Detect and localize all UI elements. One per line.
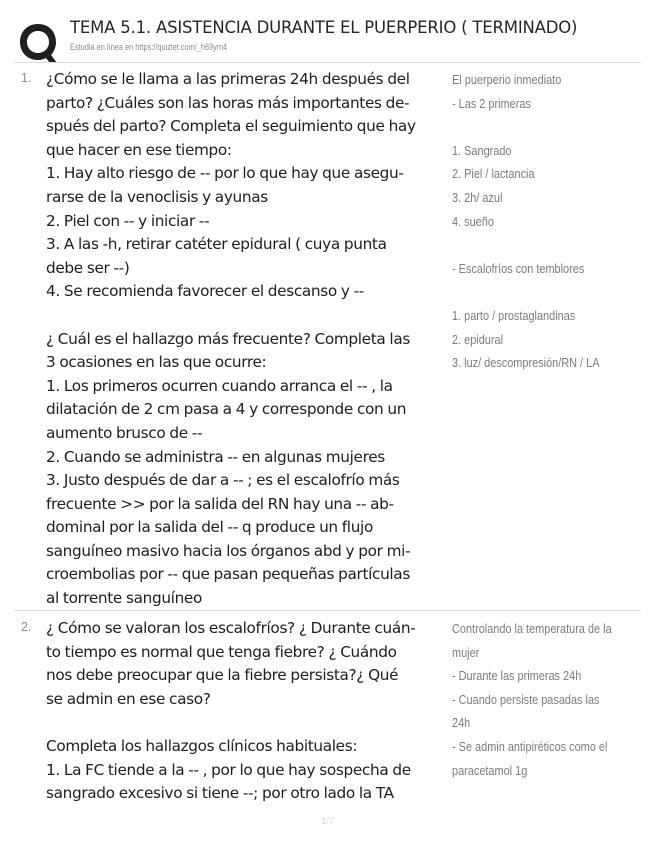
answer-line: - Las 2 primeras — [452, 95, 531, 111]
answer-line: 3. 2h/ azul — [452, 189, 503, 205]
spacer — [452, 115, 642, 139]
answer-line: - Durante las primeras 24h — [452, 668, 582, 684]
answer-line: - Se admin antipiréticos como el — [452, 738, 608, 754]
question-line: ¿ Cuál es el hallazgo más frecuente? Completa las — [46, 329, 410, 348]
question-line: nos debe preocupar que la fiebre persista?¿ Qué — [46, 666, 399, 685]
question-line: aumento brusco de -- — [46, 423, 203, 442]
question-line: spués del parto? Completa el seguimiento que hay — [46, 117, 416, 136]
question-line: to tiempo es normal que tenga fiebre? ¿ Cuándo — [46, 642, 397, 661]
answer-line: 24h — [452, 715, 471, 731]
question-line: rarse de la venoclisis y ayunas — [46, 187, 268, 206]
card-number: 1. — [21, 71, 32, 85]
question-line: sangrado excesivo si tiene --; por otro lado la TA — [46, 784, 394, 803]
card-question — [46, 68, 452, 611]
answer-line: 1. Sangrado — [452, 142, 512, 158]
question-line: sanguíneo masivo hacia los órganos abd y por mi- — [46, 541, 411, 560]
question-line: 3. Justo después de dar a -- ; es el escalofrío más — [46, 471, 400, 490]
question-line: al torrente sanguíneo — [46, 589, 203, 608]
question-line: que hacer en ese tiempo: — [46, 140, 232, 159]
source-link[interactable]: Estudia en línea en https://quizlet.com/_h69ym4 — [70, 42, 228, 52]
question-line: 3. A las -h, retirar catéter epidural ( cuya punta — [46, 235, 387, 254]
card-question — [46, 617, 452, 806]
question-line: ¿Cómo se le llama a las primeras 24h después del — [46, 70, 410, 88]
answer-line: 2. epidural — [452, 331, 504, 347]
answer-line: 2. Piel / lactancia — [452, 166, 535, 182]
answer-line: El puerperio inmediato — [452, 72, 562, 87]
question-line: se admin en ese caso? — [46, 689, 211, 708]
question-line: 3 ocasiones en las que ocurre: — [46, 353, 267, 372]
question-line: Completa los hallazgos clínicos habituales: — [46, 736, 358, 755]
question-line: 1. Los primeros ocurren cuando arranca el -- , la — [46, 376, 393, 395]
quizlet-logo-icon — [16, 20, 60, 64]
spacer — [46, 304, 452, 328]
question-line: dominal por la salida del -- q produce un flujo — [46, 518, 373, 537]
spacer — [452, 280, 642, 304]
spacer — [452, 233, 642, 257]
question-line: 4. Se recomienda favorecer el descanso y -- — [46, 282, 364, 301]
question-line: dilatación de 2 cm pasa a 4 y corresponde con un — [46, 400, 407, 419]
answer-line: - Escalofríos con temblores — [452, 260, 585, 276]
question-line: ¿ Cómo se valoran los escalofríos? ¿ Durante cuán- — [46, 619, 416, 637]
page-header — [16, 14, 641, 64]
question-line: parto? ¿Cuáles son las horas más importantes de- — [46, 93, 410, 112]
card-answer — [452, 617, 642, 782]
question-line: 2. Piel con -- y iniciar -- — [46, 211, 210, 230]
question-line: debe ser --) — [46, 258, 130, 277]
question-line: 1. La FC tiende a la -- , por lo que hay sospecha de — [46, 760, 411, 779]
answer-line: - Cuando persiste pasadas las — [452, 691, 600, 707]
question-line: frecuente >> por la salida del RN hay una -- ab- — [46, 494, 394, 513]
page-title: TEMA 5.1. ASISTENCIA DURANTE EL PUERPERIO ( TERMINADO) — [70, 18, 578, 37]
card-number: 2. — [21, 620, 32, 634]
card-answer — [452, 68, 642, 375]
answer-line: 3. luz/ descompresión/RN / LA — [452, 355, 600, 371]
question-line: 2. Cuando se administra -- en algunas mujeres — [46, 447, 385, 466]
question-line: 1. Hay alto riesgo de -- por lo que hay que asegu- — [46, 164, 404, 183]
answer-line: paracetamol 1g — [452, 762, 528, 778]
question-line: croembolias por -- que pasan pequeñas partículas — [46, 565, 410, 584]
answer-line: mujer — [452, 644, 480, 660]
answer-line: 4. sueño — [452, 213, 494, 229]
page-number: 1/7 — [321, 816, 334, 826]
answer-line: 1. parto / prostaglandinas — [452, 307, 576, 323]
divider — [14, 610, 641, 611]
answer-line: Controlando la temperatura de la — [452, 621, 612, 636]
divider — [14, 62, 641, 63]
spacer — [46, 711, 452, 735]
